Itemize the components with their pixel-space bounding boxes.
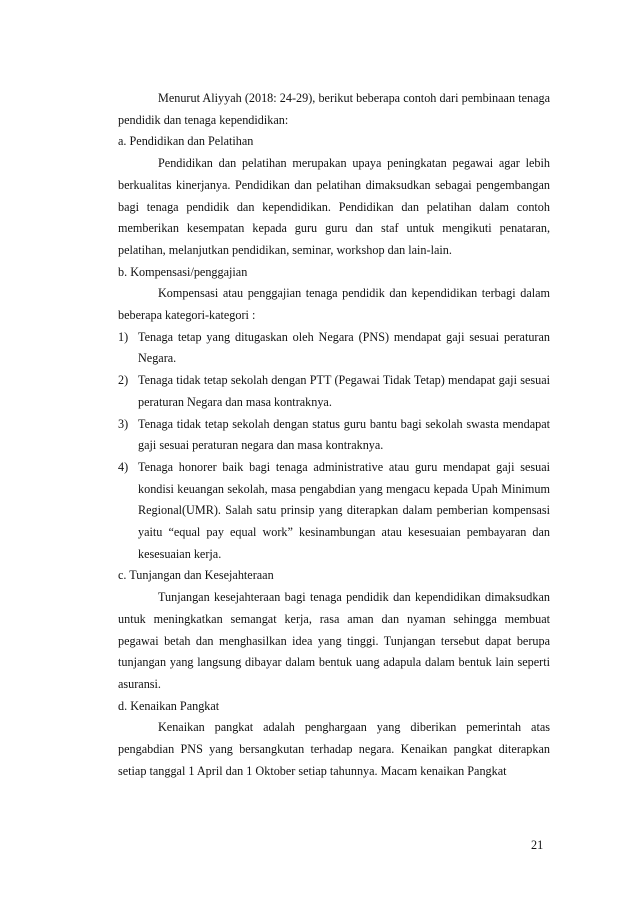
list-item-text: Tenaga tidak tetap sekolah dengan PTT (Pegawai Tidak Tetap) mendapat gaji sesuai peraturan Negara dan masa kontraknya. (138, 373, 550, 409)
list-item (118, 457, 550, 566)
list-item (118, 327, 550, 370)
list-item (118, 414, 550, 457)
list-item-text: Tenaga honorer baik bagi tenaga administrative atau guru mendapat gaji sesuai kondisi keuangan sekolah, masa pengabdian yang mengacu kepada Upah Minimum Regional(UMR). Salah satu prinsip yang diterapkan dalam pemberian kompensasi yaitu “equal pay equal work” kesinambungan atau kesesuaian pembayaran dan kesesuaian kerja. (138, 459, 550, 561)
list-item-text: Tenaga tidak tetap sekolah dengan status guru bantu bagi sekolah swasta mendapat gaji sesuai peraturan negara dan masa kontraknya. (138, 416, 550, 453)
section-heading-b: b. Kompensasi/penggajian (118, 264, 248, 279)
section-paragraph-d: Kenaikan pangkat adalah penghargaan yang diberikan pemerintah atas pengabdian PNS yang bersangkutan terhadap negara. Kenaikan pangkat diterapkan setiap tanggal 1 April dan 1 Oktober setiap tahunnya. Macam kenaikan Pangkat (118, 720, 550, 778)
page-body (118, 88, 550, 783)
section-paragraph-b: Kompensasi atau penggajian tenaga pendidik dan kependidikan terbagi dalam beberapa kategori-kategori : (118, 286, 550, 323)
list-item-number: 4) (118, 459, 129, 474)
list-item (118, 370, 550, 413)
compensation-list (118, 327, 550, 566)
section-heading-a: a. Pendidikan dan Pelatihan (118, 134, 254, 149)
section-heading-c: c. Tunjangan dan Kesejahteraan (118, 568, 274, 583)
section-paragraph-c: Tunjangan kesejahteraan bagi tenaga pendidik dan kependidikan dimaksudkan untuk meningkatkan semangat kerja, rasa aman dan nyaman sehingga membuat pegawai betah dan menghasilkan idea yang tinggi. Tunjangan tersebut dapat berupa tunjangan yang langsung dibayar dalam bentuk uang adapula dalam bentuk lain seperti asuransi. (118, 590, 550, 691)
page-number: 21 (531, 838, 544, 852)
intro-paragraph: Menurut Aliyyah (2018: 24-29), berikut beberapa contoh dari pembinaan tenaga pendidik dan tenaga kependidikan: (118, 91, 550, 127)
section-heading-d: d. Kenaikan Pangkat (118, 698, 220, 713)
section-paragraph-a: Pendidikan dan pelatihan merupakan upaya peningkatan pegawai agar lebih berkualitas kinerjanya. Pendidikan dan pelatihan dimaksudkan sebagai pengembangan bagi tenaga pendidik dan kependidikan. Pendidikan dan pelatihan dalam contoh memberikan kesempatan kepada guru guru dan staf untuk mengikuti penataran, pelatihan, melanjutkan pendidikan, seminar, workshop dan lain-lain. (118, 156, 550, 257)
list-item-text: Tenaga tetap yang ditugaskan oleh Negara (PNS) mendapat gaji sesuai peraturan Negara. (138, 329, 550, 366)
list-item-number: 3) (118, 416, 129, 431)
list-item-number: 1) (118, 329, 129, 344)
list-item-number: 2) (118, 373, 129, 388)
